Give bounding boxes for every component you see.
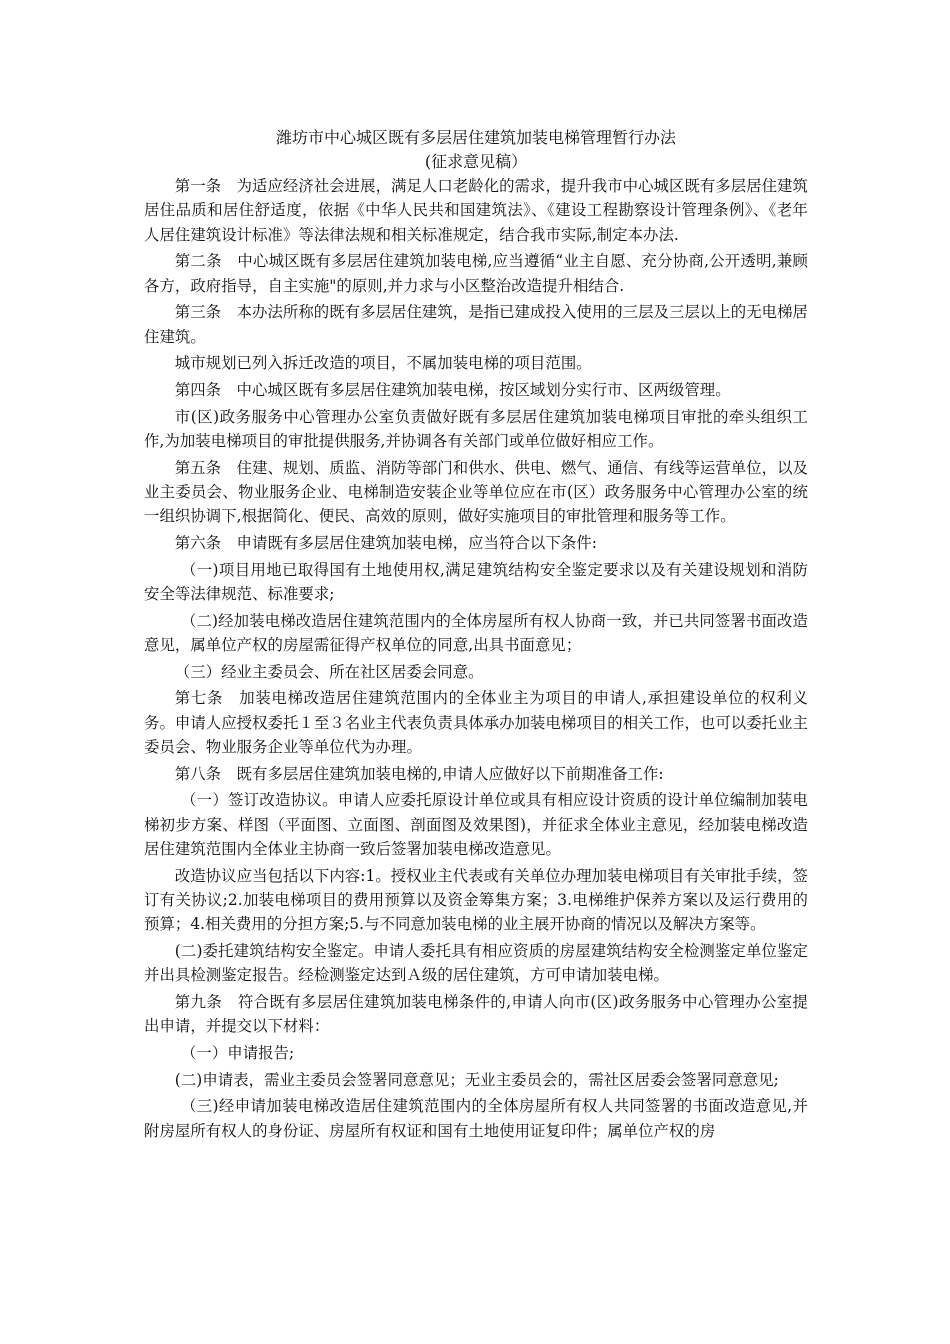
article-9-item-3: （三)经申请加装电梯改造居住建筑范围内的全体房屋所有权人共同签署的书面改造意见,并附房屋所有权人的身份证、房屋所有权证和国有土地使用证复印件；属单位产权的房 bbox=[144, 1097, 808, 1140]
article-9: 第九条 符合既有多层居住建筑加装电梯条件的,申请人向市(区)政务服务中心管理办公室提出申请，并提交以下材料： bbox=[144, 993, 808, 1036]
article-8-agreement: 改造协议应当包括以下内容:1。授权业主代表或有关单位办理加装电梯项目有关审批手续，签订有关协议;2.加装电梯项目的费用预算以及资金筹集方案；3.电梯维护保养方案以及运行费用的预算；4.相关费用的分担方案;5.与不同意加装电梯的业主展开协商的情况以及解决方案等。 bbox=[144, 866, 808, 934]
article-9-item-1: （一）申请报告; bbox=[180, 1044, 295, 1062]
article-6-item-3: （三）经业主委员会、所在社区居委会同意。 bbox=[174, 662, 484, 681]
article-1: 第一条 为适应经济社会进展，满足人口老龄化的需求，提升我市中心城区既有多层居住建筑居住品质和居住舒适度，依据《中华人民共和国建筑法》、《建设工程勘察设计管理条例》、《老年人居住建筑设计标准》等法律法规和相关标准规定，结合我市实际,制定本办法. bbox=[144, 177, 808, 244]
article-2: 第二条 中心城区既有多层居住建筑加装电梯,应当遵循“业主自愿、充分协商,公开透明,兼顾各方，政府指导，自主实施"的原则,并力求与小区整治改造提升相结合. bbox=[144, 252, 808, 295]
article-6-item-2: （二)经加装电梯改造居住建筑范围内的全体房屋所有权人协商一致，并已共同签署书面改造意见，属单位产权的房屋需征得产权单位的同意,出具书面意见； bbox=[144, 611, 808, 654]
article-4-detail: 市(区)政务服务中心管理办公室负责做好既有多层居住建筑加装电梯项目审批的牵头组织工作,为加装电梯项目的审批提供服务,并协调各有关部门或单位做好相应工作。 bbox=[144, 407, 808, 450]
article-7: 第七条 加装电梯改造居住建筑范围内的全体业主为项目的申请人,承担建设单位的权利义务。申请人应授权委托１至３名业主代表负责具体承办加装电梯项目的相关工作，也可以委托业主委员会、物业服务企业等单位代为办理。 bbox=[144, 689, 808, 756]
article-3-note: 城市规划已列入拆迁改造的项目，不属加装电梯的项目范围。 bbox=[174, 354, 592, 373]
article-5: 第五条 住建、规划、质监、消防等部门和供水、供电、燃气、通信、有线等运营单位，以及业主委员会、物业服务企业、电梯制造安装企业等单位应在市(区）政务服务中心管理办公室的统一组织协调下,根据简化、便民、高效的原则，做好实施项目的审批管理和服务等工作。 bbox=[144, 458, 808, 526]
document-subtitle: (征求意见稿） bbox=[424, 152, 528, 171]
article-8-item-2: (二)委托建筑结构安全鉴定。申请人委托具有相应资质的房屋建筑结构安全检测鉴定单位鉴定并出具检测鉴定报告。经检测鉴定达到Ａ级的居住建筑，方可申请加装电梯。 bbox=[144, 942, 808, 985]
document-body bbox=[144, 126, 808, 1145]
article-6-item-1: （一)项目用地已取得国有土地使用权,满足建筑结构安全鉴定要求以及有关建设规划和消防安全等法律规范、标准要求; bbox=[144, 560, 808, 603]
article-3: 第三条 本办法所称的既有多层居住建筑，是指已建成投入使用的三层及三层以上的无电梯居住建筑。 bbox=[144, 303, 808, 346]
article-8-item-1: （一）签订改造协议。申请人应委托原设计单位或具有相应设计资质的设计单位编制加装电梯初步方案、样图（平面图、立面图、剖面图及效果图)，并征求全体业主意见，经加装电梯改造居住建筑范围内全体业主协商一致后签署加装电梯改造意见。 bbox=[144, 791, 808, 858]
article-9-item-2: (二)申请表，需业主委员会签署同意意见；无业主委员会的，需社区居委会签署同意意见; bbox=[174, 1070, 779, 1089]
article-4: 第四条 中心城区既有多层居住建筑加装电梯，按区域划分实行市、区两级管理。 bbox=[174, 381, 731, 399]
article-8: 第八条 既有多层居住建筑加装电梯的,申请人应做好以下前期准备工作: bbox=[174, 764, 664, 783]
document-title: 潍坊市中心城区既有多层居住建筑加装电梯管理暂行办法 bbox=[275, 128, 676, 147]
article-6: 第六条 申请既有多层居住建筑加装电梯，应当符合以下条件: bbox=[174, 534, 597, 552]
